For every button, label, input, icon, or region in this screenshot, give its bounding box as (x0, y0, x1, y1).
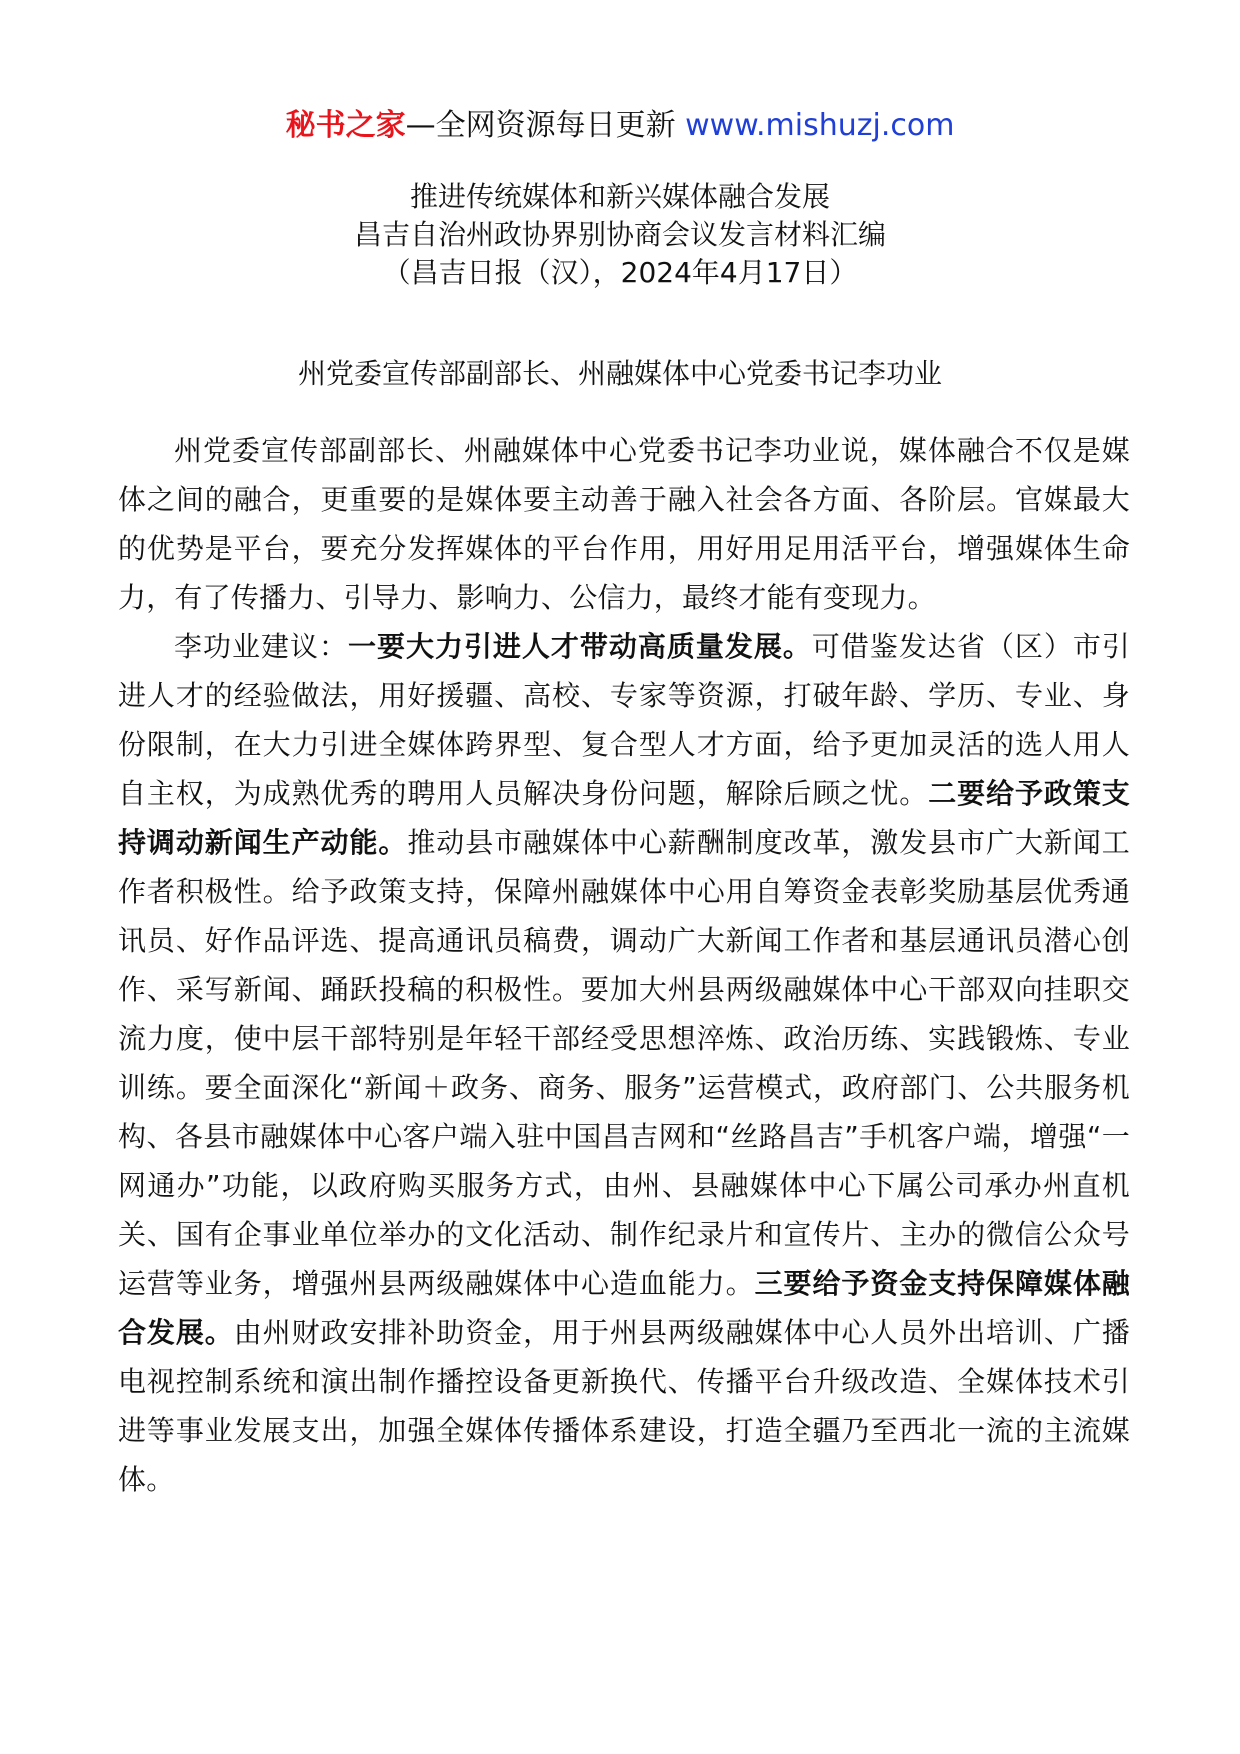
body-paragraph-2 (118, 622, 1130, 1504)
proposal-text-1: 可借鉴发达省（区）市引进人才的经验做法，用好援疆、高校、专家等资源，打破年龄、学历、专业、身份限制，在大力引进全媒体跨界型、复合型人才方面，给予更加灵活的选人用人自主权，为成熟优秀的聘用人员解决身份问题，解除后顾之忧。 (118, 630, 1131, 810)
document-source: （昌吉日报（汉），2024年4月17日） (382, 256, 858, 289)
document-subtitle: 昌吉自治州政协界别协商会议发言材料汇编 (353, 218, 886, 251)
proposal-heading-3: 三要给予资金支持保障媒体融合发展。 (118, 1267, 1130, 1349)
document-body (118, 426, 1130, 1504)
brand-name: 秘书之家 (285, 108, 406, 143)
banner-tagline: —全网资源每日更新 (405, 108, 676, 143)
proposal-heading-2: 二要给予政策支持调动新闻生产动能。 (118, 777, 1130, 859)
proposal-text-2: 推动县市融媒体中心薪酬制度改革，激发县市广大新闻工作者积极性。给予政策支持，保障州融媒体中心用自筹资金表彰奖励基层优秀通讯员、好作品评选、提高通讯员稿费，调动广大新闻工作者和基层通讯员潜心创作、采写新闻、踊跃投稿的积极性。要加大州县两级融媒体中心干部双向挂职交流力度，使中层干部特别是年轻干部经受思想淬炼、政治历练、实践锻炼、专业训练。要全面深化“新闻＋政务、商务、服务”运营模式，政府部门、公共服务机构、各县市融媒体中心客户端入驻中国昌吉网和“丝路昌吉”手机客户端，增强“一网通办”功能，以政府购买服务方式，由州、县融媒体中心下属公司承办州直机关、国有企事业单位举办的文化活动、制作纪录片和宣传片、主办的微信公众号运营等业务，增强州县两级融媒体中心造血能力。 (118, 826, 1130, 1300)
speaker-heading: 州党委宣传部副部长、州融媒体中心党委书记李功业 (297, 357, 942, 390)
proposal-text-3: 由州财政安排补助资金，用于州县两级融媒体中心人员外出培训、广播电视控制系统和演出制作播控设备更新换代、传播平台升级改造、全媒体技术引进等事业发展支出，加强全媒体传播体系建设，打造全疆乃至西北一流的主流媒体。 (118, 1316, 1130, 1496)
site-url-link[interactable]: www.mishuzj.com (685, 108, 955, 143)
body-paragraph-1: 州党委宣传部副部长、州融媒体中心党委书记李功业说，媒体融合不仅是媒体之间的融合，更重要的是媒体要主动善于融入社会各方面、各阶层。官媒最大的优势是平台，要充分发挥媒体的平台作用，用好用足用活平台，增强媒体生命力，有了传播力、引导力、影响力、公信力，最终才能有变现力。 (118, 434, 1130, 614)
paragraph-lead: 李功业建议： (174, 630, 348, 663)
site-banner (0, 104, 1240, 148)
proposal-heading-1: 一要大力引进人才带动高质量发展。 (347, 630, 812, 663)
document-title-block (0, 178, 1240, 292)
document-title: 推进传统媒体和新兴媒体融合发展 (409, 180, 830, 213)
